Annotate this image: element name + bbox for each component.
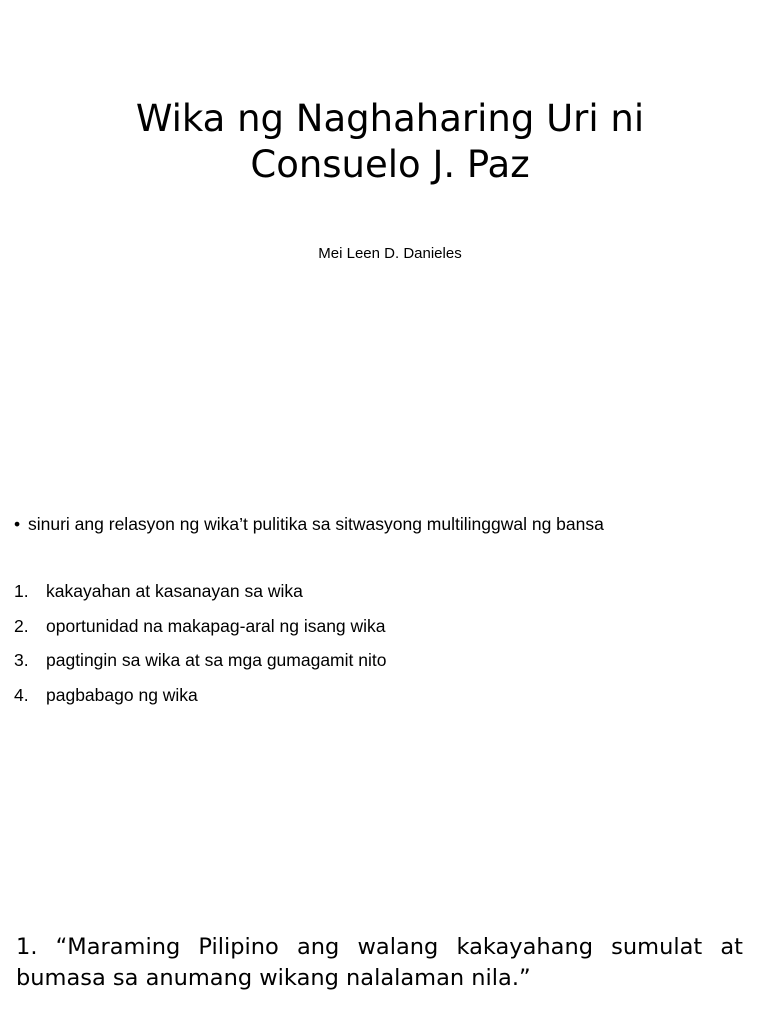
slide-title-line-1: Wika ng Naghaharing Uri ni <box>135 97 645 140</box>
list-item-text: pagtingin sa wika at sa mga gumagamit nito <box>46 650 387 670</box>
bullet-marker: • <box>14 514 21 534</box>
list-item-text: pagbabago ng wika <box>46 684 198 705</box>
numbered-list <box>14 578 754 716</box>
list-item-number: 1. <box>14 581 29 601</box>
list-item <box>14 682 754 717</box>
list-item <box>14 647 754 682</box>
author-name: Mei Leen D. Danieles <box>318 245 462 262</box>
list-item-number: 3. <box>14 650 29 670</box>
bullet-point <box>14 512 759 536</box>
bullet-text: sinuri ang relasyon ng wika’t pulitika sa sitwasyong multilinggwal ng bansa <box>28 514 604 534</box>
list-item <box>14 613 754 648</box>
slide-title <box>0 96 768 188</box>
list-item-number: 4. <box>14 684 29 705</box>
list-item-text: kakayahan at kasanayan sa wika <box>46 581 303 601</box>
list-item-number: 2. <box>14 615 29 636</box>
slide-title-line-2: Consuelo J. Paz <box>250 143 530 186</box>
list-item-text: oportunidad na makapag-aral ng isang wika <box>46 615 386 636</box>
quote-text: 1. “Maraming Pilipino ang walang kakayahang sumulat at bumasa sa anumang wikang nalalaman nila.” <box>16 934 743 991</box>
list-item <box>14 578 754 613</box>
